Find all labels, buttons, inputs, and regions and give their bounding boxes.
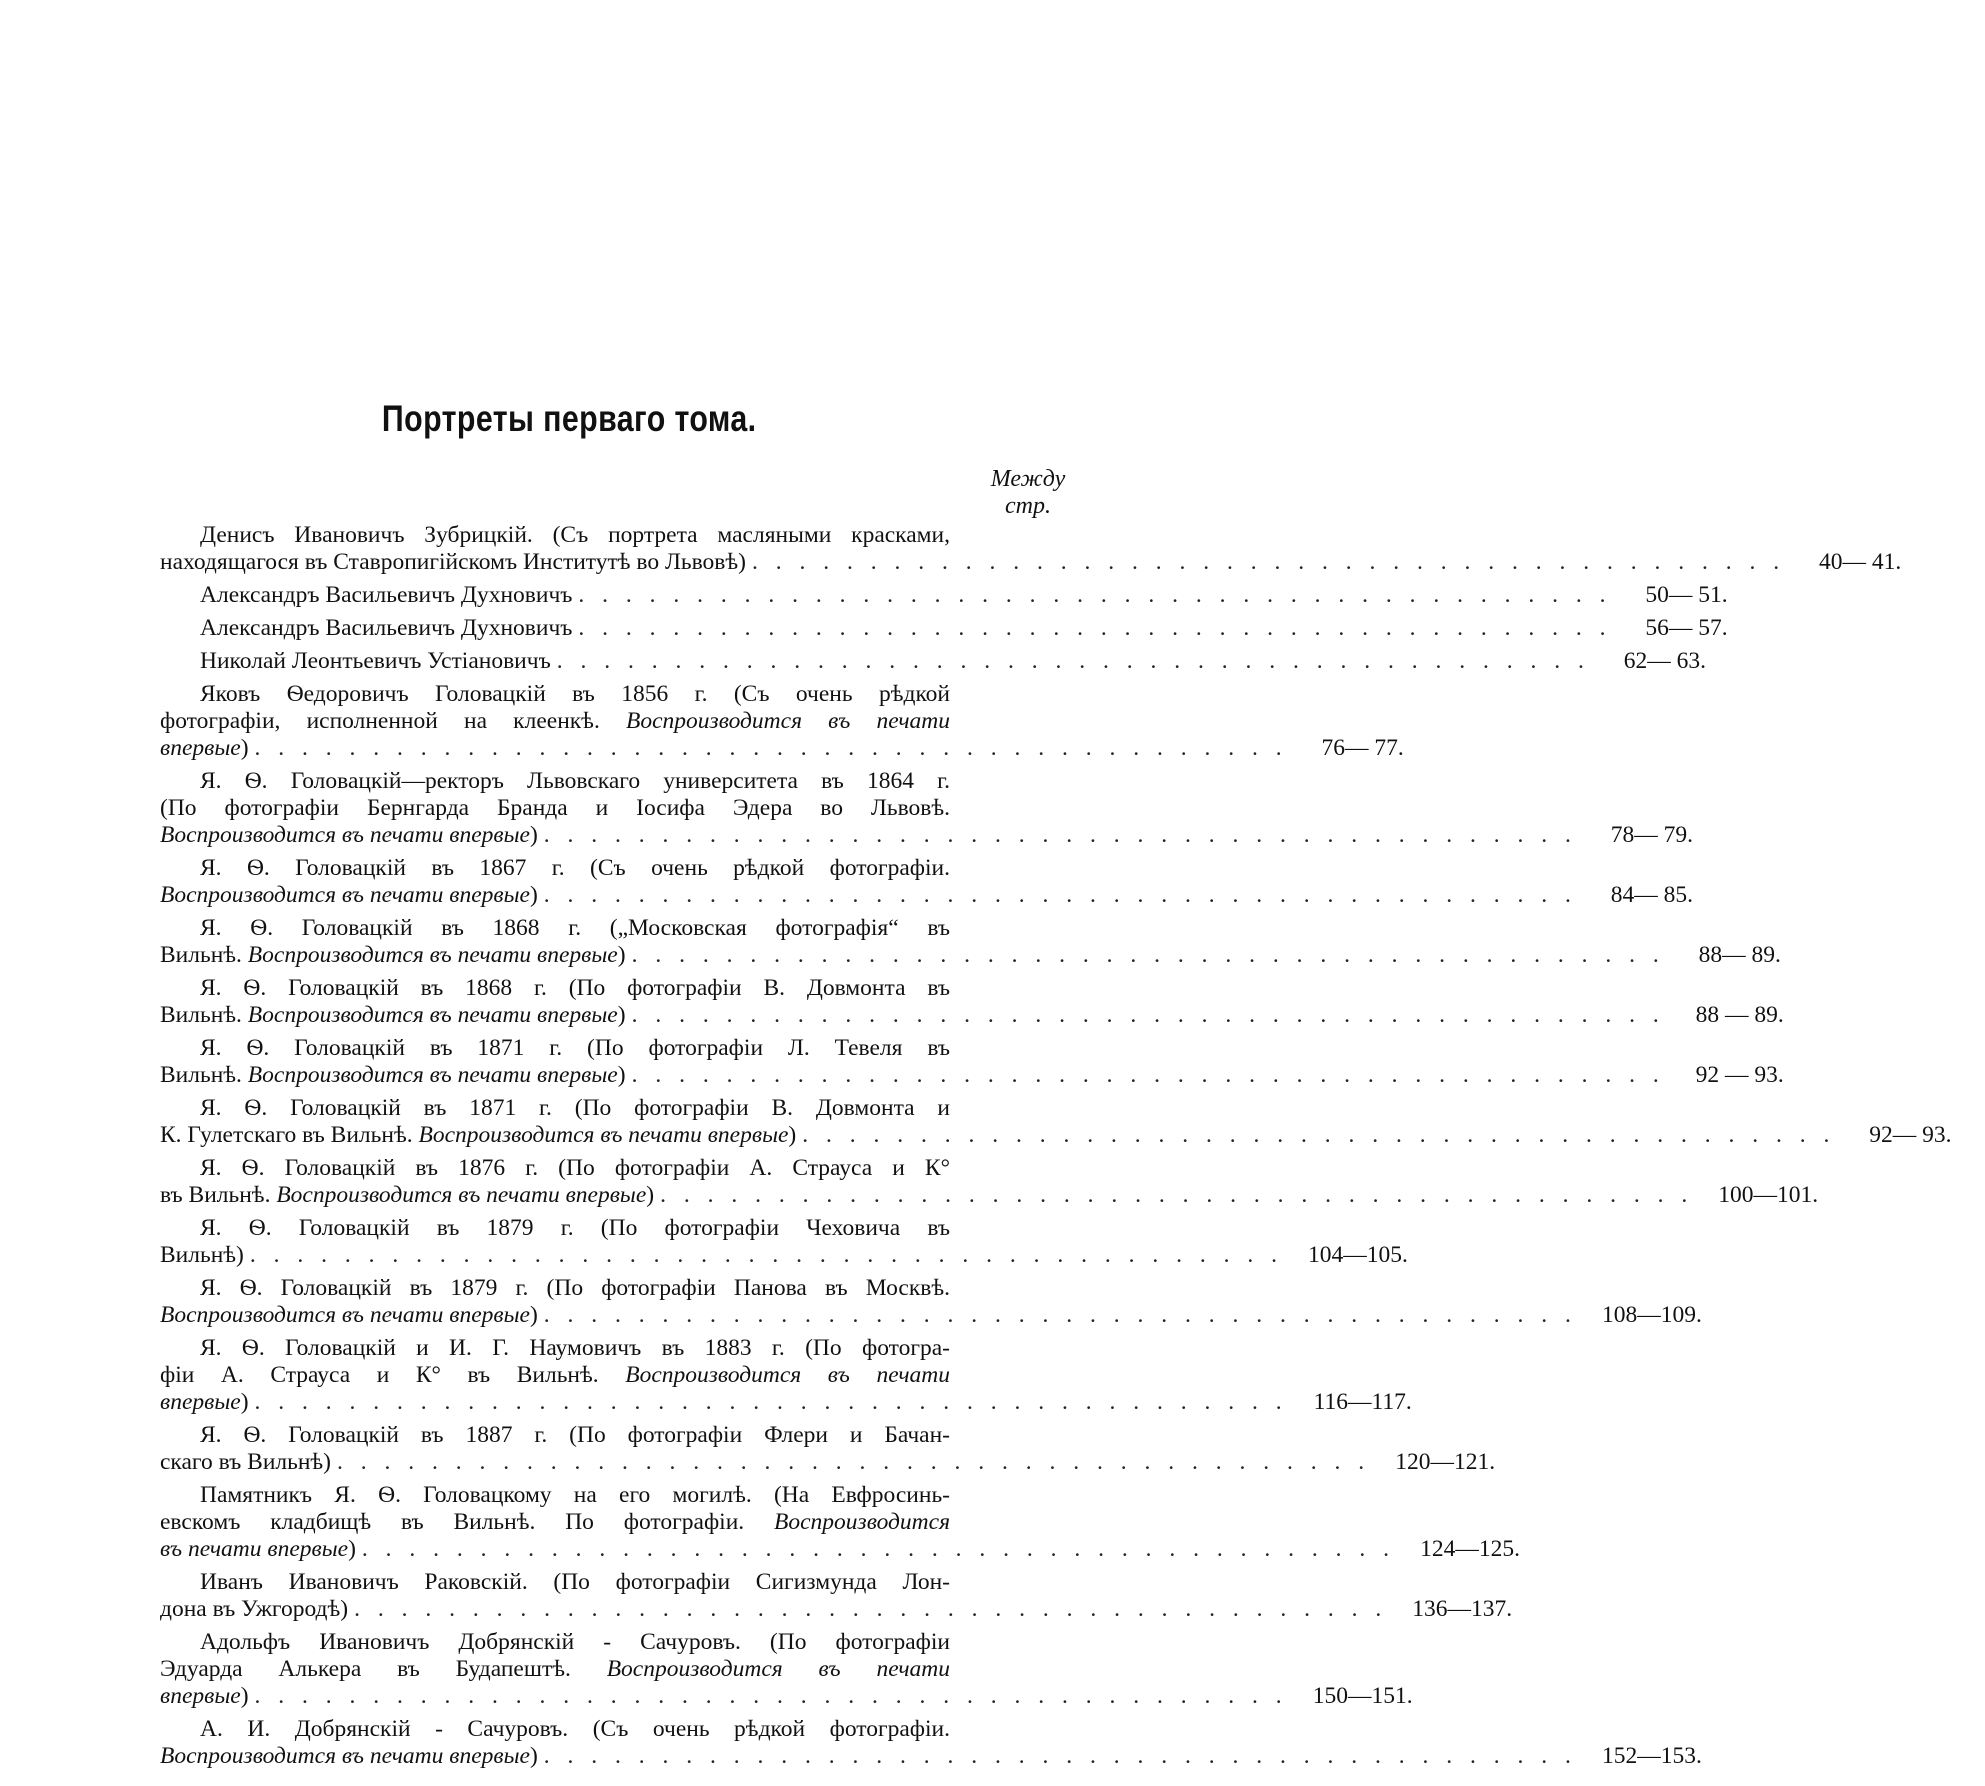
leader-dots <box>572 582 1611 609</box>
page-range: 124—125. <box>1420 1536 1520 1562</box>
entry-text: Я. Ѳ. Головацкій въ 1876 г. (По фотографіи А. Страуса и К° <box>200 1155 950 1181</box>
leader-dots <box>249 1683 1288 1710</box>
leader-dots <box>538 882 1577 909</box>
toc-entry <box>160 768 1694 849</box>
page-range: 88— 89. <box>1698 942 1781 968</box>
page-range: 92 — 93. <box>1695 1062 1784 1088</box>
toc-entry <box>160 855 1694 909</box>
entry-text: впервые) <box>160 1683 249 1709</box>
page-range: 150—151. <box>1312 1683 1413 1709</box>
entry-text: Александръ Васильевичъ Духновичъ <box>200 615 573 641</box>
leader-dots <box>249 735 1288 762</box>
entry-text: Я. Ѳ. Головацкій въ 1867 г. (Съ очень рѣдкой фотографіи. <box>200 855 950 881</box>
entry-text: фіи А. Страуса и К° въ Вильнѣ. Воспроизводится въ печати <box>160 1362 951 1388</box>
entry-text: Я. Ѳ. Головацкій въ 1871 г. (По фотографіи В. Довмонта и <box>200 1095 950 1121</box>
toc-entry <box>160 1629 1413 1710</box>
leader-dots <box>572 615 1611 642</box>
leader-dots <box>348 1596 1387 1623</box>
leader-dots <box>626 1002 1665 1029</box>
portrait-list <box>160 522 1952 1776</box>
entry-text: Я. Ѳ. Головацкій въ 1879 г. (По фотографіи Чеховича въ <box>200 1215 950 1241</box>
toc-entry <box>160 681 1404 762</box>
entry-text: Воспроизводится въ печати впервые) <box>160 882 538 908</box>
toc-entry <box>160 1422 1496 1476</box>
entry-text: Денисъ Ивановичъ Зубрицкій. (Съ портрета масляными красками, <box>200 522 950 548</box>
page-range: 136—137. <box>1412 1596 1513 1622</box>
leader-dots <box>551 648 1590 675</box>
toc-entry <box>160 915 1781 969</box>
page-range: 152—153. <box>1601 1743 1702 1769</box>
entry-text: Я. Ѳ. Головацкій въ 1879 г. (По фотографіи Панова въ Москвѣ. <box>200 1275 950 1301</box>
leader-dots <box>626 942 1665 969</box>
entry-text: Воспроизводится въ печати впервые) <box>160 1743 538 1769</box>
page-range: 50— 51. <box>1645 582 1728 608</box>
page-range: 100—101. <box>1718 1182 1819 1208</box>
toc-entry <box>160 648 1706 675</box>
entry-text: Я. Ѳ. Головацкій въ 1868 г. (По фотографіи В. Довмонта въ <box>200 975 950 1001</box>
entry-text: находящагося въ Ставропигійскомъ Институтѣ во Львовѣ) <box>160 549 746 575</box>
toc-entry <box>160 582 1728 609</box>
page-range: 78— 79. <box>1610 822 1694 848</box>
entry-text: фотографіи, исполненной на клеенкѣ. Воспроизводится въ печати <box>160 708 950 734</box>
column-header-between: Между <box>990 466 1066 492</box>
entry-text: Я. Ѳ. Головацкій въ 1868 г. („Московская фотографія“ въ <box>200 915 950 941</box>
leader-dots <box>244 1242 1283 1269</box>
leader-dots <box>249 1389 1288 1416</box>
page-range: 76— 77. <box>1321 735 1404 761</box>
entry-text: Иванъ Ивановичъ Раковскій. (По фотографіи Сигизмунда Лон- <box>200 1569 950 1595</box>
entry-text: Яковъ Ѳедоровичъ Головацкій въ 1856 г. (Съ очень рѣдкой <box>200 681 950 707</box>
page-range: 40— 41. <box>1819 549 1902 575</box>
entry-text: Вильнѣ. Воспроизводится въ печати впервые) <box>160 1002 626 1028</box>
entry-text: Вильнѣ. Воспроизводится въ печати впервые) <box>160 942 626 968</box>
leader-dots <box>538 1302 1577 1329</box>
toc-entry <box>160 1335 1412 1416</box>
entry-text: скаго въ Вильнѣ) <box>160 1449 331 1475</box>
entry-text: Я. Ѳ. Головацкій въ 1887 г. (По фотографіи Флери и Бачан- <box>200 1422 950 1448</box>
page-title: Портреты перваго тома. <box>381 398 757 439</box>
leader-dots <box>538 822 1577 849</box>
entry-text: въ печати впервые) <box>160 1536 356 1562</box>
leader-dots <box>746 549 1785 576</box>
entry-text: дона въ Ужгородѣ) <box>160 1596 349 1622</box>
entry-text: (По фотографіи Бернгарда Бранда и Іосифа Эдера во Львовѣ. <box>160 795 950 821</box>
toc-entry <box>160 522 1902 576</box>
toc-entry <box>160 615 1728 642</box>
page-range: 92— 93. <box>1869 1122 1952 1148</box>
entry-text: Вильнѣ) <box>160 1242 244 1268</box>
entry-text: въ Вильнѣ. Воспроизводится въ печати впервые) <box>160 1182 655 1208</box>
entry-text: К. Гулетскаго въ Вильнѣ. Воспроизводится въ печати впервые) <box>160 1122 797 1148</box>
page-range: 88 — 89. <box>1695 1002 1784 1028</box>
entry-text: А. И. Добрянскій - Сачуровъ. (Съ очень рѣдкой фотографіи. <box>200 1716 950 1742</box>
leader-dots <box>796 1122 1835 1149</box>
toc-entry <box>160 1035 1784 1089</box>
leader-dots <box>654 1182 1693 1209</box>
page-range: 62— 63. <box>1623 648 1706 674</box>
page-range: 56— 57. <box>1645 615 1728 641</box>
leader-dots <box>331 1449 1370 1476</box>
entry-text: Памятникъ Я. Ѳ. Головацкому на его могилѣ. (На Евфросинь- <box>200 1482 950 1508</box>
leader-dots <box>356 1536 1395 1563</box>
page-range: 84— 85. <box>1610 882 1694 908</box>
entry-text: Я. Ѳ. Головацкій—ректоръ Львовскаго университета въ 1864 г. <box>200 768 950 794</box>
entry-text: впервые) <box>160 735 249 761</box>
entry-text: Александръ Васильевичъ Духновичъ <box>200 582 573 608</box>
toc-entry <box>160 1569 1513 1623</box>
toc-entry <box>160 1716 1702 1770</box>
toc-entry <box>160 1482 1520 1563</box>
entry-text: Николай Леонтьевичъ Устіановичъ <box>200 648 551 674</box>
entry-text: Я. Ѳ. Головацкій въ 1871 г. (По фотографіи Л. Тевеля въ <box>200 1035 950 1061</box>
page-range: 116—117. <box>1313 1389 1412 1415</box>
entry-text: евскомъ кладбищѣ въ Вильнѣ. По фотографіи. Воспроизводится <box>160 1509 950 1535</box>
page-range: 104—105. <box>1308 1242 1408 1268</box>
toc-entry <box>160 1215 1408 1269</box>
entry-text: Воспроизводится въ печати впервые) <box>160 1302 538 1328</box>
entry-text: впервые) <box>160 1389 249 1415</box>
entry-text: Я. Ѳ. Головацкій и И. Г. Наумовичъ въ 1883 г. (По фотогра- <box>200 1335 950 1361</box>
column-header-pages: стр. <box>1005 493 1051 519</box>
toc-entry <box>160 975 1784 1029</box>
page-range: 108—109. <box>1601 1302 1702 1328</box>
entry-text: Эдуарда Алькера въ Будапештѣ. Воспроизводится въ печати <box>160 1656 951 1682</box>
leader-dots <box>538 1743 1577 1770</box>
entry-text: Воспроизводится въ печати впервые) <box>160 822 538 848</box>
toc-entry <box>160 1155 1819 1209</box>
leader-dots <box>626 1062 1665 1089</box>
page-range: 120—121. <box>1395 1449 1496 1475</box>
entry-text: Адольфъ Ивановичъ Добрянскій - Сачуровъ. (По фотографіи <box>200 1629 950 1655</box>
toc-entry <box>160 1275 1702 1329</box>
entry-text: Вильнѣ. Воспроизводится въ печати впервые) <box>160 1062 626 1088</box>
toc-entry <box>160 1095 1952 1149</box>
